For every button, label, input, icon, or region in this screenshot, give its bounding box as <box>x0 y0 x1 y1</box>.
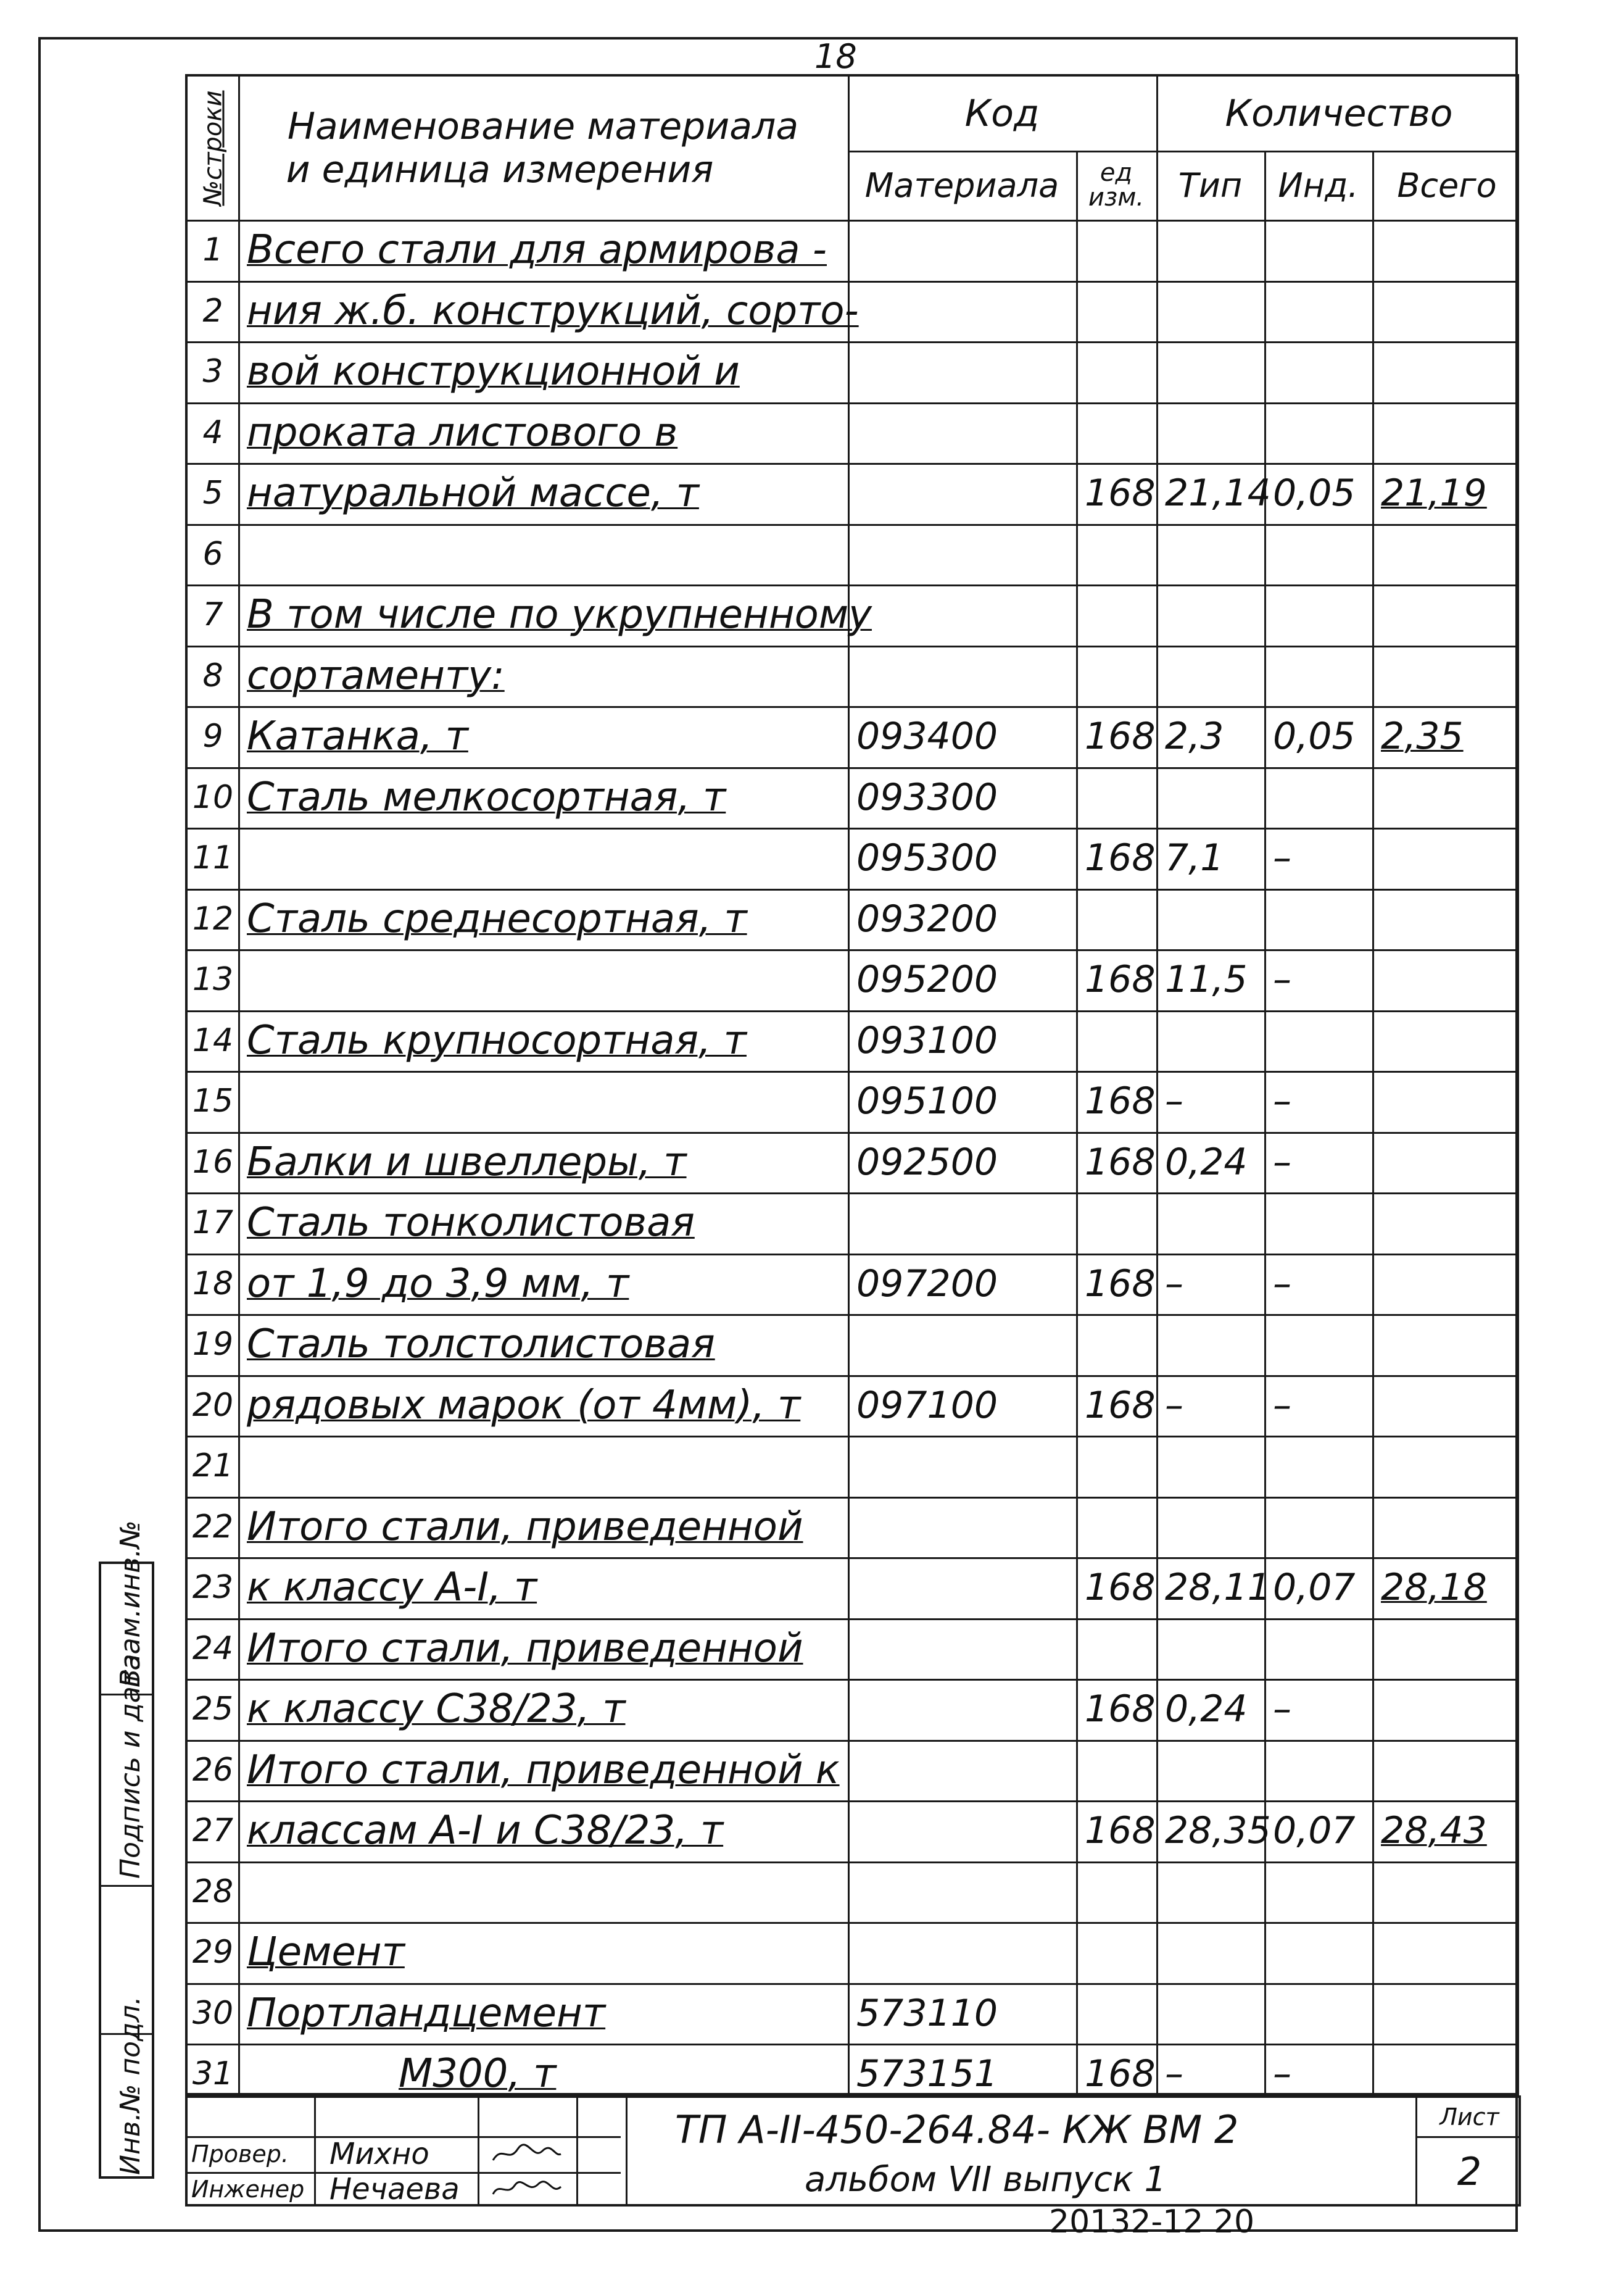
sheet-number: 2 <box>1457 2148 1482 2194</box>
strip-divider <box>101 1885 152 1887</box>
unit-code <box>1076 889 1156 950</box>
material-code <box>848 463 1076 524</box>
material-code <box>848 1861 1076 1923</box>
material-name: Итого стали, приведенной к <box>247 1747 840 1793</box>
material-name: к классу А-I, т <box>247 1565 537 1611</box>
quantity-ind: – <box>1273 1383 1291 1427</box>
quantity-type <box>1156 1861 1264 1923</box>
quantity-ind <box>1264 1922 1372 1983</box>
material-code <box>848 1192 1076 1254</box>
header-ind: Инд. <box>1278 165 1359 205</box>
strip-label-inventory: Инв.№ подл. <box>115 1996 146 2175</box>
quantity-total <box>1372 220 1522 281</box>
material-name: проката листового в <box>247 409 678 455</box>
material-name: рядовых марок (от 4мм), т <box>247 1382 801 1428</box>
table-row <box>188 1436 1517 1497</box>
quantity-ind <box>1264 524 1372 585</box>
row-number: 10 <box>192 778 234 816</box>
row-number: 12 <box>192 900 234 938</box>
row-number: 17 <box>192 1204 234 1242</box>
material-name: натуральной массе, т <box>247 470 699 517</box>
material-code <box>848 402 1076 464</box>
unit-code: 168 <box>1085 715 1156 759</box>
row-number: 29 <box>192 1934 234 1971</box>
material-name: В том числе по укрупненному <box>247 592 872 638</box>
quantity-total <box>1372 281 1522 342</box>
table-row <box>188 1679 1517 1740</box>
material-name: от 1,9 до 3,9 мм, т <box>247 1260 629 1307</box>
header-type: Тип <box>1178 165 1243 205</box>
quantity-total <box>1372 1679 1522 1740</box>
quantity-type: 2,3 <box>1165 715 1224 759</box>
table-row <box>188 1192 1517 1254</box>
checked-signature <box>490 2136 564 2172</box>
unit-code <box>1076 1983 1156 2044</box>
header-row-no <box>188 77 238 220</box>
table-row <box>188 767 1517 828</box>
header-name-line2: и единица измерения <box>286 148 714 191</box>
material-code <box>848 1922 1076 1983</box>
material-code <box>848 1800 1076 1861</box>
quantity-total <box>1372 1192 1522 1254</box>
table-row <box>188 584 1517 646</box>
row-number: 30 <box>192 1994 234 2032</box>
quantity-total <box>1372 1132 1522 1193</box>
quantity-total <box>1372 1436 1522 1497</box>
table-row <box>188 828 1517 889</box>
quantity-ind: 0,07 <box>1273 1809 1356 1853</box>
sheet-label: Лист <box>1439 2103 1499 2131</box>
material-code <box>848 281 1076 342</box>
material-name: М300, т <box>399 2051 557 2097</box>
quantity-total: 21,19 <box>1381 472 1487 515</box>
material-name <box>238 949 848 1010</box>
table-row <box>188 1861 1517 1923</box>
quantity-type: 28,11 <box>1165 1566 1271 1610</box>
quantity-type <box>1156 1983 1264 2044</box>
row-number: 15 <box>192 1083 234 1120</box>
row-number: 23 <box>192 1569 234 1607</box>
quantity-ind: – <box>1273 2052 1291 2096</box>
stamp-divider <box>576 2098 578 2204</box>
quantity-total: 28,18 <box>1381 1566 1487 1610</box>
quantity-total: 28,43 <box>1381 1809 1487 1853</box>
header-code: Код <box>964 92 1040 135</box>
checked-label: Провер. <box>191 2140 289 2168</box>
material-code <box>848 220 1076 281</box>
quantity-type <box>1156 767 1264 828</box>
document-code: ТП А-II-450-264.84- КЖ ВМ 2 <box>675 2107 1239 2152</box>
strip-label-signature: Подпись и дата <box>115 1653 146 1879</box>
quantity-type: – <box>1165 1262 1183 1305</box>
material-code <box>848 646 1076 707</box>
material-code: 093300 <box>856 775 998 819</box>
quantity-ind: 0,05 <box>1273 715 1356 759</box>
row-number: 11 <box>192 839 234 877</box>
unit-code: 168 <box>1085 958 1156 1002</box>
quantity-total <box>1372 524 1522 585</box>
quantity-type <box>1156 524 1264 585</box>
header-name-line1: Наименование материала <box>287 105 799 148</box>
checked-name: Михно <box>329 2137 429 2171</box>
quantity-total <box>1372 646 1522 707</box>
unit-code: 168 <box>1085 836 1156 880</box>
engineer-name: Нечаева <box>329 2172 460 2207</box>
quantity-ind: – <box>1273 958 1291 1002</box>
unit-code: 168 <box>1085 1140 1156 1184</box>
unit-code <box>1076 1618 1156 1679</box>
quantity-ind: 0,07 <box>1273 1566 1356 1610</box>
material-code: 095200 <box>856 958 998 1002</box>
header-total: Всего <box>1397 165 1497 205</box>
quantity-total <box>1372 1861 1522 1923</box>
material-name: ния ж.б. конструкций, сорто- <box>247 288 859 334</box>
row-number: 7 <box>202 596 223 634</box>
unit-code: 168 <box>1085 472 1156 515</box>
table-row <box>188 341 1517 402</box>
quantity-ind <box>1264 281 1372 342</box>
row-number: 13 <box>192 961 234 999</box>
quantity-ind: – <box>1273 836 1291 880</box>
quantity-ind <box>1264 1861 1372 1923</box>
row-number: 20 <box>192 1386 234 1424</box>
material-code <box>848 1497 1076 1558</box>
quantity-total <box>1372 828 1522 889</box>
material-name: Катанка, т <box>247 713 468 760</box>
quantity-type <box>1156 1497 1264 1558</box>
row-number: 14 <box>192 1021 234 1059</box>
table-row <box>188 1740 1517 1801</box>
row-number: 25 <box>192 1691 234 1728</box>
quantity-ind: – <box>1273 1079 1291 1123</box>
material-code <box>848 1679 1076 1740</box>
quantity-ind <box>1264 1618 1372 1679</box>
material-code <box>848 1740 1076 1801</box>
quantity-total <box>1372 1071 1522 1132</box>
row-number: 8 <box>202 657 223 694</box>
quantity-ind <box>1264 220 1372 281</box>
material-name: сортаменту: <box>247 652 505 699</box>
table-row <box>188 889 1517 950</box>
table-row <box>188 1800 1517 1861</box>
unit-code <box>1076 402 1156 464</box>
header-name <box>238 77 848 220</box>
material-code: 095100 <box>856 1079 998 1123</box>
quantity-ind <box>1264 1740 1372 1801</box>
quantity-total <box>1372 889 1522 950</box>
quantity-total <box>1372 1618 1522 1679</box>
table-row <box>188 281 1517 342</box>
unit-code <box>1076 1192 1156 1254</box>
signature-mark <box>490 2177 564 2202</box>
unit-code <box>1076 767 1156 828</box>
table-row <box>188 463 1517 524</box>
quantity-ind: – <box>1273 1140 1291 1184</box>
quantity-ind <box>1264 1983 1372 2044</box>
material-code: 573110 <box>856 1991 998 2035</box>
material-code: 093400 <box>856 715 998 759</box>
quantity-type: 21,14 <box>1165 472 1271 515</box>
table-row <box>188 402 1517 464</box>
quantity-type <box>1156 584 1264 646</box>
quantity-total <box>1372 1254 1522 1315</box>
unit-code <box>1076 1922 1156 1983</box>
table-row <box>188 524 1517 585</box>
quantity-total <box>1372 1010 1522 1071</box>
quantity-ind <box>1264 584 1372 646</box>
unit-code <box>1076 1314 1156 1375</box>
quantity-ind <box>1264 341 1372 402</box>
table-row <box>188 1375 1517 1436</box>
quantity-total: 2,35 <box>1381 715 1464 759</box>
unit-code: 168 <box>1085 1079 1156 1123</box>
material-name: Сталь толстолистовая <box>247 1321 715 1368</box>
material-code: 097100 <box>856 1383 998 1427</box>
engineer-label: Инженер <box>191 2176 305 2203</box>
header-unit-line2: изм. <box>1088 183 1145 212</box>
table-row <box>188 949 1517 1010</box>
engineer-signature <box>490 2172 564 2207</box>
material-name: Сталь среднесортная, т <box>247 896 747 942</box>
table-row <box>188 1010 1517 1071</box>
quantity-type <box>1156 1314 1264 1375</box>
table-row <box>188 1314 1517 1375</box>
row-number: 18 <box>192 1265 234 1302</box>
material-code: 097200 <box>856 1262 998 1305</box>
signature-mark <box>490 2142 564 2166</box>
table-row <box>188 1618 1517 1679</box>
material-code: 573151 <box>856 2052 998 2096</box>
quantity-type: 11,5 <box>1165 958 1248 1002</box>
quantity-type <box>1156 646 1264 707</box>
unit-code: 168 <box>1085 1566 1156 1610</box>
quantity-type <box>1156 1436 1264 1497</box>
quantity-ind: – <box>1273 1687 1291 1731</box>
quantity-type: – <box>1165 2052 1183 2096</box>
quantity-total <box>1372 1983 1522 2044</box>
stamp-divider <box>478 2098 479 2204</box>
table-row <box>188 1132 1517 1193</box>
material-name: классам А-I и С38/23, т <box>247 1808 724 1854</box>
footer-number: 20132-12 20 <box>1049 2203 1255 2240</box>
quantity-type: 0,24 <box>1165 1687 1248 1731</box>
quantity-type <box>1156 1740 1264 1801</box>
quantity-total <box>1372 1497 1522 1558</box>
table-row <box>188 646 1517 707</box>
quantity-ind: 0,05 <box>1273 472 1356 515</box>
quantity-ind <box>1264 889 1372 950</box>
material-name: Всего стали для армирова - <box>247 227 827 273</box>
row-number: 5 <box>202 475 223 512</box>
material-code <box>848 524 1076 585</box>
material-name: Итого стали, приведенной <box>247 1504 803 1550</box>
unit-code <box>1076 524 1156 585</box>
quantity-ind: – <box>1273 1262 1291 1305</box>
page-number: 18 <box>814 37 857 76</box>
row-number: 22 <box>192 1508 234 1545</box>
table-row <box>188 1497 1517 1558</box>
unit-code: 168 <box>1085 1687 1156 1731</box>
header-unit-line1: ед <box>1100 159 1133 187</box>
material-name <box>238 828 848 889</box>
material-name: Цемент <box>247 1929 405 1976</box>
table-row <box>188 220 1517 281</box>
material-code <box>848 1314 1076 1375</box>
unit-code <box>1076 1436 1156 1497</box>
quantity-ind <box>1264 1192 1372 1254</box>
row-number: 19 <box>192 1326 234 1363</box>
quantity-ind <box>1264 767 1372 828</box>
material-name: к классу С38/23, т <box>247 1686 626 1732</box>
table-row <box>188 706 1517 767</box>
material-code: 092500 <box>856 1140 998 1184</box>
quantity-total <box>1372 402 1522 464</box>
unit-code: 168 <box>1085 1262 1156 1305</box>
unit-code <box>1076 1010 1156 1071</box>
quantity-type: 0,24 <box>1165 1140 1248 1184</box>
unit-code <box>1076 1861 1156 1923</box>
quantity-ind <box>1264 1314 1372 1375</box>
material-name: Сталь тонколистовая <box>247 1200 695 1246</box>
unit-code <box>1076 220 1156 281</box>
row-number: 28 <box>192 1873 234 1910</box>
row-number: 4 <box>202 414 223 451</box>
table-row <box>188 1922 1517 1983</box>
material-name <box>238 1436 848 1497</box>
unit-code: 168 <box>1085 2052 1156 2096</box>
row-number: 26 <box>192 1751 234 1789</box>
quantity-type <box>1156 402 1264 464</box>
quantity-ind <box>1264 1436 1372 1497</box>
table-row <box>188 1983 1517 2044</box>
material-name: Сталь мелкосортная, т <box>247 774 726 820</box>
quantity-total <box>1372 1314 1522 1375</box>
row-number: 16 <box>192 1143 234 1181</box>
unit-code <box>1076 584 1156 646</box>
quantity-total <box>1372 1740 1522 1801</box>
header-row-no-text: №строки <box>199 90 228 206</box>
material-name: Балки и швеллеры, т <box>247 1139 687 1185</box>
quantity-type <box>1156 220 1264 281</box>
material-code: 093200 <box>856 897 998 941</box>
quantity-type <box>1156 1010 1264 1071</box>
header-quantity: Количество <box>1225 92 1453 135</box>
quantity-total <box>1372 341 1522 402</box>
material-code <box>848 584 1076 646</box>
row-number: 1 <box>202 231 223 269</box>
table-row <box>188 1071 1517 1132</box>
quantity-type <box>1156 1618 1264 1679</box>
row-number: 2 <box>202 292 223 330</box>
material-code <box>848 1618 1076 1679</box>
material-code: 093100 <box>856 1018 998 1062</box>
row-number: 9 <box>202 718 223 755</box>
unit-code: 168 <box>1085 1383 1156 1427</box>
material-name: Портландцемент <box>247 1990 606 2036</box>
quantity-type: – <box>1165 1383 1183 1427</box>
unit-code <box>1076 1497 1156 1558</box>
unit-code <box>1076 341 1156 402</box>
title-block <box>185 2095 1521 2207</box>
unit-code: 168 <box>1085 1809 1156 1853</box>
quantity-total <box>1372 584 1522 646</box>
quantity-type <box>1156 1192 1264 1254</box>
quantity-type: 7,1 <box>1165 836 1224 880</box>
material-code <box>848 341 1076 402</box>
material-name <box>238 1861 848 1923</box>
quantity-total <box>1372 949 1522 1010</box>
unit-code <box>1076 281 1156 342</box>
row-number: 21 <box>192 1447 234 1485</box>
header-material: Материала <box>864 165 1059 205</box>
quantity-type <box>1156 281 1264 342</box>
row-number: 6 <box>202 535 223 573</box>
material-name: Итого стали, приведенной <box>247 1625 803 1671</box>
row-number: 3 <box>202 353 223 391</box>
unit-code <box>1076 646 1156 707</box>
row-number: 31 <box>192 2055 234 2093</box>
approval-strip <box>99 1520 154 2179</box>
quantity-type <box>1156 341 1264 402</box>
material-name <box>238 1071 848 1132</box>
quantity-total <box>1372 1375 1522 1436</box>
quantity-total <box>1372 1922 1522 1983</box>
quantity-type <box>1156 889 1264 950</box>
quantity-total <box>1372 767 1522 828</box>
material-code <box>848 1436 1076 1497</box>
table-row <box>188 1557 1517 1618</box>
quantity-ind <box>1264 1497 1372 1558</box>
table-row <box>188 1254 1517 1315</box>
stamp-divider <box>314 2098 316 2204</box>
material-code: 095300 <box>856 836 998 880</box>
album-issue: альбом VII выпуск 1 <box>805 2159 1167 2200</box>
unit-code <box>1076 1740 1156 1801</box>
header-unit <box>1076 151 1156 220</box>
quantity-ind <box>1264 646 1372 707</box>
row-number: 27 <box>192 1812 234 1850</box>
quantity-type <box>1156 1922 1264 1983</box>
quantity-ind <box>1264 402 1372 464</box>
material-name <box>238 524 848 585</box>
strip-label-ref: Взам.инв.№ <box>115 1520 146 1687</box>
row-number: 24 <box>192 1629 234 1667</box>
quantity-ind <box>1264 1010 1372 1071</box>
material-name: Сталь крупносортная, т <box>247 1017 747 1063</box>
quantity-type: 28,35 <box>1165 1809 1271 1853</box>
material-code <box>848 1557 1076 1618</box>
stamp-divider <box>626 2098 628 2204</box>
material-name: вой конструкционной и <box>247 349 740 395</box>
quantity-type: – <box>1165 1079 1183 1123</box>
materials-table <box>185 74 1519 2095</box>
